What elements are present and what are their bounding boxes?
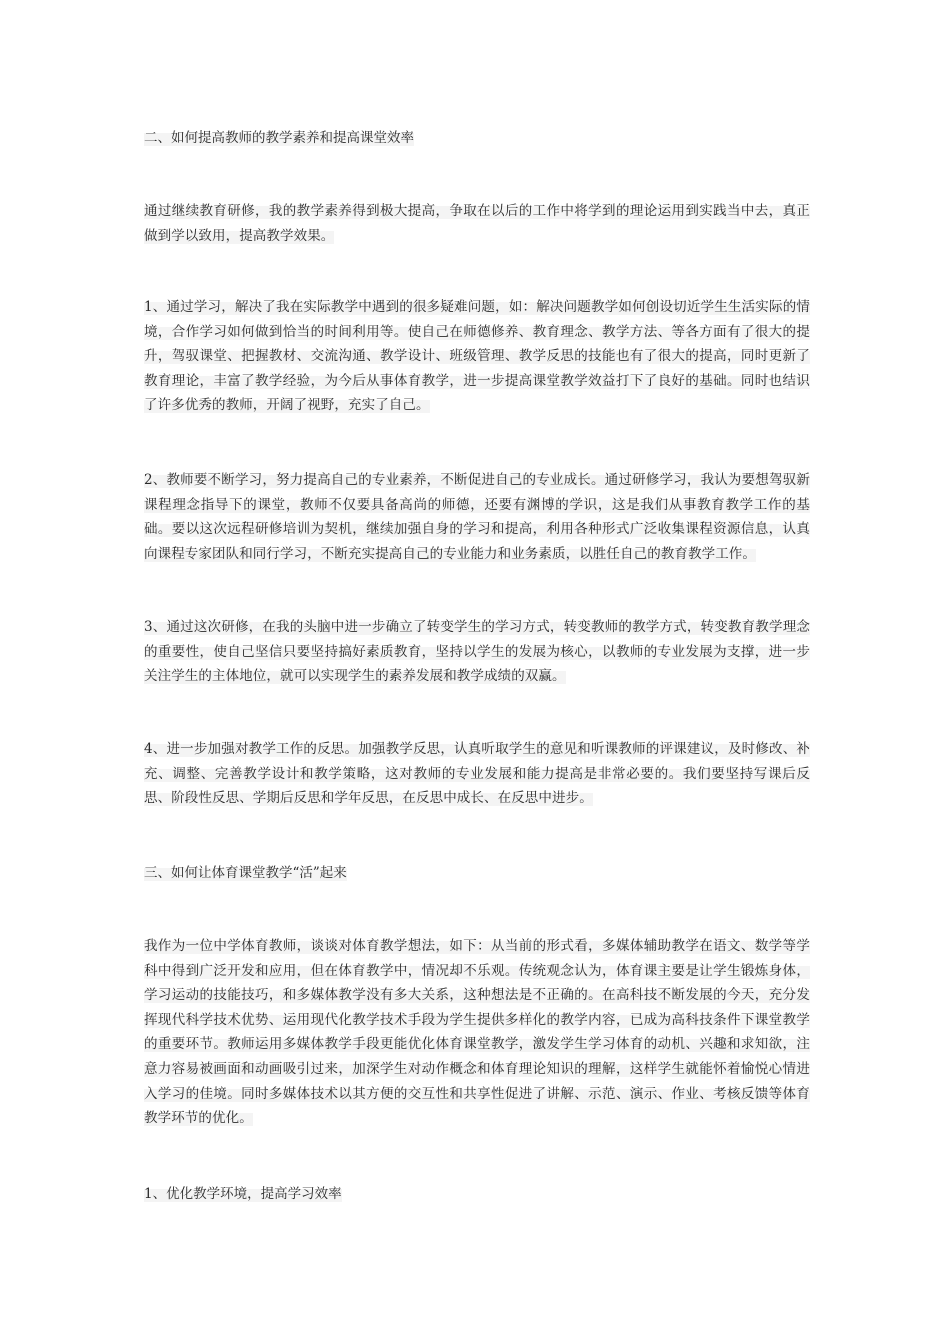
paragraph-item-2: 2、教师要不断学习，努力提高自己的专业素养，不断促进自己的专业成长。通过研修学习，我认为要想驾驭新课程理念指导下的课堂，教师不仅要具备高尚的师德，还要有渊博的学识，这是我们从事教育教学工作的基础。要以这次远程研修培训为契机，继续加强自身的学习和提高，利用各种形式广泛收集课程资源信息，认真向课程专家团队和同行学习，不断充实提高自己的专业能力和业务素质，以胜任自己的教育教学工作。 — [144, 472, 810, 562]
paragraph-pe-teaching: 我作为一位中学体育教师，谈谈对体育教学想法，如下：从当前的形式看，多媒体辅助教学在语文、数学等学科中得到广泛开发和应用，但在体育教学中，情况却不乐观。传统观念认为，体育课主要是让学生锻炼身体，学习运动的技能技巧，和多媒体教学没有多大关系，这种想法是不正确的。在高科技不断发展的今天，充分发挥现代科学技术优势、运用现代化教学技术手段为学生提供多样化的教学内容，已成为高科技条件下课堂教学的重要环节。教师运用多媒体教学手段更能优化体育课堂教学，激发学生学习体育的动机、兴趣和求知欲，注意力容易被画面和动画吸引过来，加深学生对动作概念和体育理论知识的理解，这样学生就能怀着愉悦心情进入学习的佳境。同时多媒体技术以其方便的交互性和共享性促进了讲解、示范、演示、作业、考核反馈等体育教学环节的优化。 — [144, 938, 810, 1127]
section-heading-2: 二、如何提高教师的教学素养和提高课堂效率 — [144, 130, 414, 146]
subheading-1: 1、优化教学环境，提高学习效率 — [144, 1186, 342, 1202]
paragraph-item-1: 1、通过学习，解决了我在实际教学中遇到的很多疑难问题，如：解决问题教学如何创设切近学生生活实际的情境，合作学习如何做到恰当的时间利用等。使自己在师德修养、教育理念、教学方法、等各方面有了很大的提升，驾驭课堂、把握教材、交流沟通、教学设计、班级管理、教学反思的技能也有了很大的提高，同时更新了教育理论，丰富了教学经验，为今后从事体育教学，进一步提高课堂教学效益打下了良好的基础。同时也结识了许多优秀的教师，开阔了视野，充实了自己。 — [144, 299, 810, 414]
paragraph-item-4: 4、进一步加强对教学工作的反思。加强教学反思，认真听取学生的意见和听课教师的评课建议，及时修改、补充、调整、完善教学设计和教学策略，这对教师的专业发展和能力提高是非常必要的。我们要坚持写课后反思、阶段性反思、学期后反思和学年反思，在反思中成长、在反思中进步。 — [144, 741, 810, 807]
paragraph-item-3: 3、通过这次研修，在我的头脑中进一步确立了转变学生的学习方式，转变教师的教学方式，转变教育教学理念的重要性，使自己坚信只要坚持搞好素质教育，坚持以学生的发展为核心，以教师的专业发展为支撑，进一步关注学生的主体地位，就可以实现学生的素养发展和教学成绩的双赢。 — [144, 619, 810, 685]
paragraph-intro: 通过继续教育研修，我的教学素养得到极大提高，争取在以后的工作中将学到的理论运用到实践当中去，真正做到学以致用，提高教学效果。 — [144, 203, 810, 244]
section-heading-3: 三、如何让体育课堂教学“活”起来 — [144, 865, 347, 881]
